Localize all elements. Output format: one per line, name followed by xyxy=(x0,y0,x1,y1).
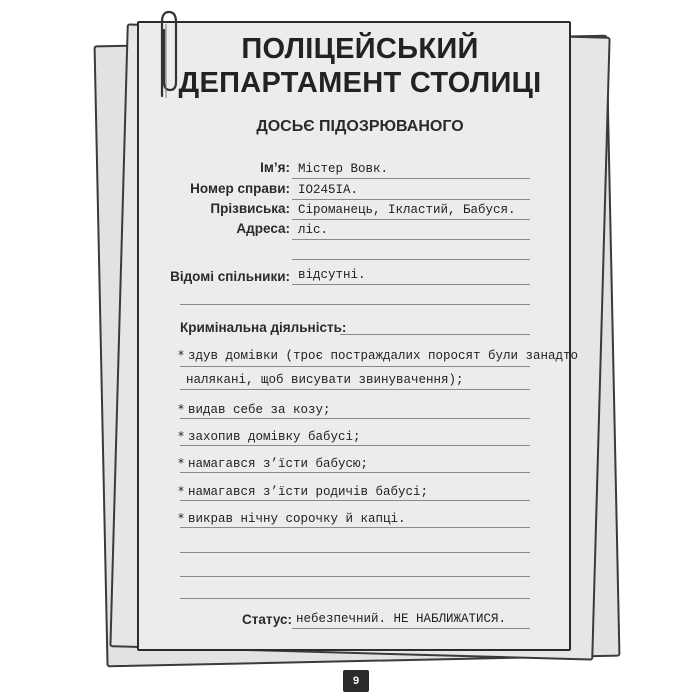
bullet-icon: * xyxy=(178,484,184,498)
case-number-label: Номер справи: xyxy=(190,181,290,196)
status-value: небезпечний. НЕ НАБЛИЖАТИСЯ. xyxy=(296,612,507,626)
dossier-sheet xyxy=(137,21,571,651)
dossier-subtitle: ДОСЬЄ ПІДОЗРЮВАНОГО xyxy=(256,118,464,135)
title-line-2: ДЕПАРТАМЕНТ СТОЛИЦІ xyxy=(178,67,542,99)
case-number-line xyxy=(292,199,530,200)
criminal-line-3 xyxy=(180,418,530,419)
criminal-label-line xyxy=(340,334,530,335)
criminal-line-1 xyxy=(180,366,530,367)
accomplices-line xyxy=(292,284,530,285)
criminal-line-5 xyxy=(180,472,530,473)
name-line xyxy=(292,178,530,179)
aliases-label: Прізвиська: xyxy=(210,201,290,216)
criminal-line-4 xyxy=(180,445,530,446)
page-title xyxy=(150,32,570,100)
address-line-2 xyxy=(292,259,530,260)
name-label: Ім’я: xyxy=(260,160,290,175)
criminal-line-6 xyxy=(180,500,530,501)
aliases-value: Сіроманець, Ікластий, Бабуся. xyxy=(298,203,516,217)
criminal-item-1-continued: наляканi, щоб висувати звинувачення); xyxy=(186,373,464,387)
address-value: ліс. xyxy=(298,223,329,237)
title-line-1: ПОЛІЦЕЙСЬКИЙ xyxy=(241,33,479,65)
blank-line-2 xyxy=(180,576,530,577)
criminal-item-5: * намагався з’їсти родичів бабусі; xyxy=(178,484,429,499)
criminal-line-2 xyxy=(180,389,530,390)
criminal-line-7 xyxy=(180,527,530,528)
blank-line-1 xyxy=(180,552,530,553)
address-label: Адреса: xyxy=(236,221,290,236)
blank-line-3 xyxy=(180,598,530,599)
status-line xyxy=(292,628,530,629)
bullet-icon: * xyxy=(178,511,184,525)
page-number: 9 xyxy=(343,670,369,692)
accomplices-label: Відомі спільники: xyxy=(170,269,290,284)
criminal-item-6: * викрав нічну сорочку й капці. xyxy=(178,511,406,526)
status-label: Статус: xyxy=(242,612,292,627)
bullet-icon: * xyxy=(178,429,184,443)
bullet-icon: * xyxy=(178,402,184,416)
address-line xyxy=(292,239,530,240)
criminal-item-1: * здув домівки (троє постраждалих поросят були занадто xyxy=(178,348,579,363)
accomplices-value: відсутні. xyxy=(298,268,366,282)
accomplices-line-2 xyxy=(180,304,530,305)
criminal-item-4: * намагався з’їсти бабусю; xyxy=(178,456,369,471)
case-number-value: IO245IA. xyxy=(298,183,359,197)
aliases-line xyxy=(292,219,530,220)
criminal-activity-label: Кримінальна діяльність: xyxy=(180,320,347,335)
bullet-icon: * xyxy=(178,456,184,470)
criminal-item-2: * видав себе за козу; xyxy=(178,402,331,417)
name-value: Містер Вовк. xyxy=(298,162,389,176)
criminal-item-3: * захопив домівку бабусі; xyxy=(178,429,361,444)
bullet-icon: * xyxy=(178,348,184,362)
